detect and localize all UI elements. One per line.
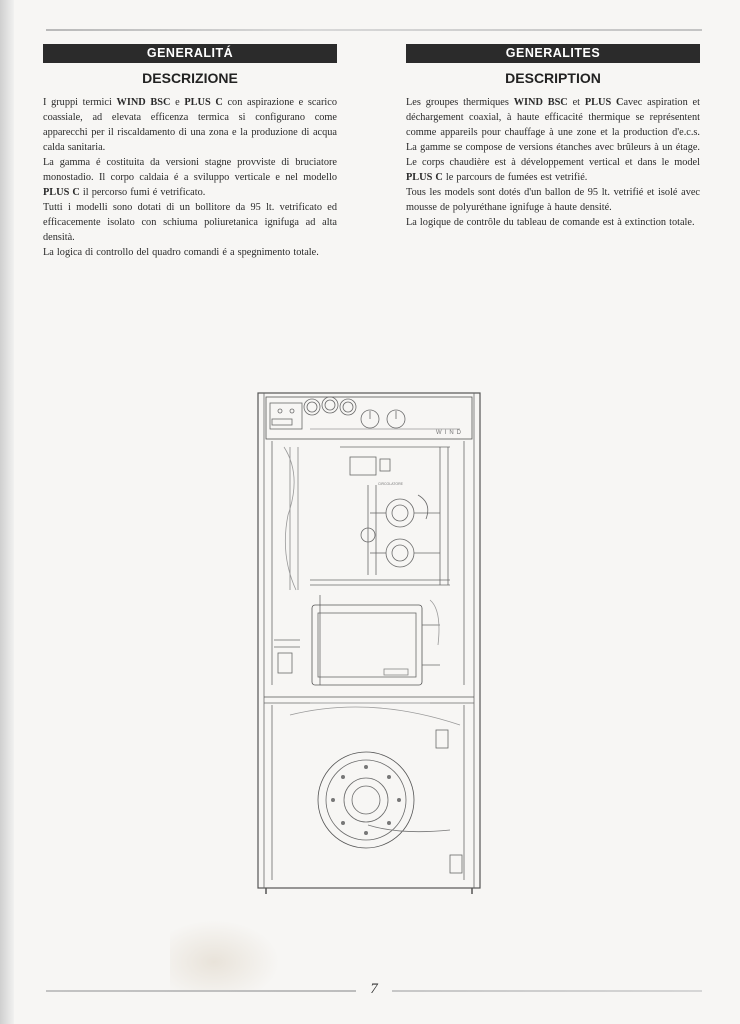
text-run: La logica di controllo del quadro comandi é a spegnimento totale. [43,247,319,258]
french-column [406,44,700,230]
french-body-text [406,95,700,230]
body-paragraph [406,185,700,215]
page-binding-edge [0,0,14,1024]
italian-section-header: GENERALITÁ [43,44,337,63]
italian-section-title: DESCRIZIONE [142,70,238,86]
body-paragraph [406,215,700,230]
bold-text-run: WIND BSC [513,97,568,108]
text-run: et [567,97,585,108]
bold-text-run: PLUS C [406,172,443,183]
french-section-title: DESCRIPTION [505,70,601,86]
bold-text-run: PLUS C [43,187,80,198]
text-run: le parcours de fumées est vetrifié. [442,172,588,183]
text-run: I gruppi termici [43,97,117,108]
text-run: Les groupes thermiques [406,97,514,108]
text-run: il percorso fumi é vetrificato. [79,187,206,198]
body-paragraph [43,155,337,200]
paper-stain [170,920,280,990]
text-run: Tous les models sont dotés d'un ballon de 95 lt. vetrifié et isolé avec mousse de polyuréthane ignifuge à haute densité. [406,187,700,213]
boiler-cutaway-illustration [250,385,490,895]
body-paragraph [43,95,337,155]
panel-brand-label: WIND [436,430,464,436]
body-paragraph [43,245,337,260]
text-run: con aspirazione e scarico coassiale, ad elevata efficenza termica si configurano come apparecchi per il riscaldamento di una zona e la produzione di acqua calda sanitaria. [43,97,337,153]
italian-column [43,44,337,260]
top-rule [46,29,702,31]
text-run: avec aspiration et déchargement coaxial, à haute efficacité thermique se représentent comme appareils pour chauffage à une zone et la production d'e.c.s. La gamme se compose de versions étanches avec brûleurs à un étage. Le corps chaudière est à développement vertical et dans le model [406,97,700,168]
text-run: e [170,97,185,108]
pump-label: CIRCOLATORE [378,482,403,486]
text-run: Tutti i modelli sono dotati di un bollitore da 95 lt. vetrificato ed efficacemente isolato con schiuma poliuretanica ignifuga ad alta densità. [43,202,337,243]
bottom-rule-left [46,990,356,992]
bold-text-run: PLUS C [184,97,223,108]
bold-text-run: WIND BSC [116,97,171,108]
italian-body-text [43,95,337,260]
french-section-header: GENERALITES [406,44,700,63]
text-run: La gamma é costituita da versioni stagne provviste di bruciatore monostadio. Il corpo caldaia é a sviluppo verticale e nel modello [43,157,337,183]
body-paragraph [406,95,700,185]
bottom-rule-right [392,990,702,992]
bold-text-run: PLUS C [584,97,624,108]
page-number: 7 [370,981,378,997]
text-run: La logique de contrôle du tableau de comande est à extinction totale. [406,217,695,228]
body-paragraph [43,200,337,245]
